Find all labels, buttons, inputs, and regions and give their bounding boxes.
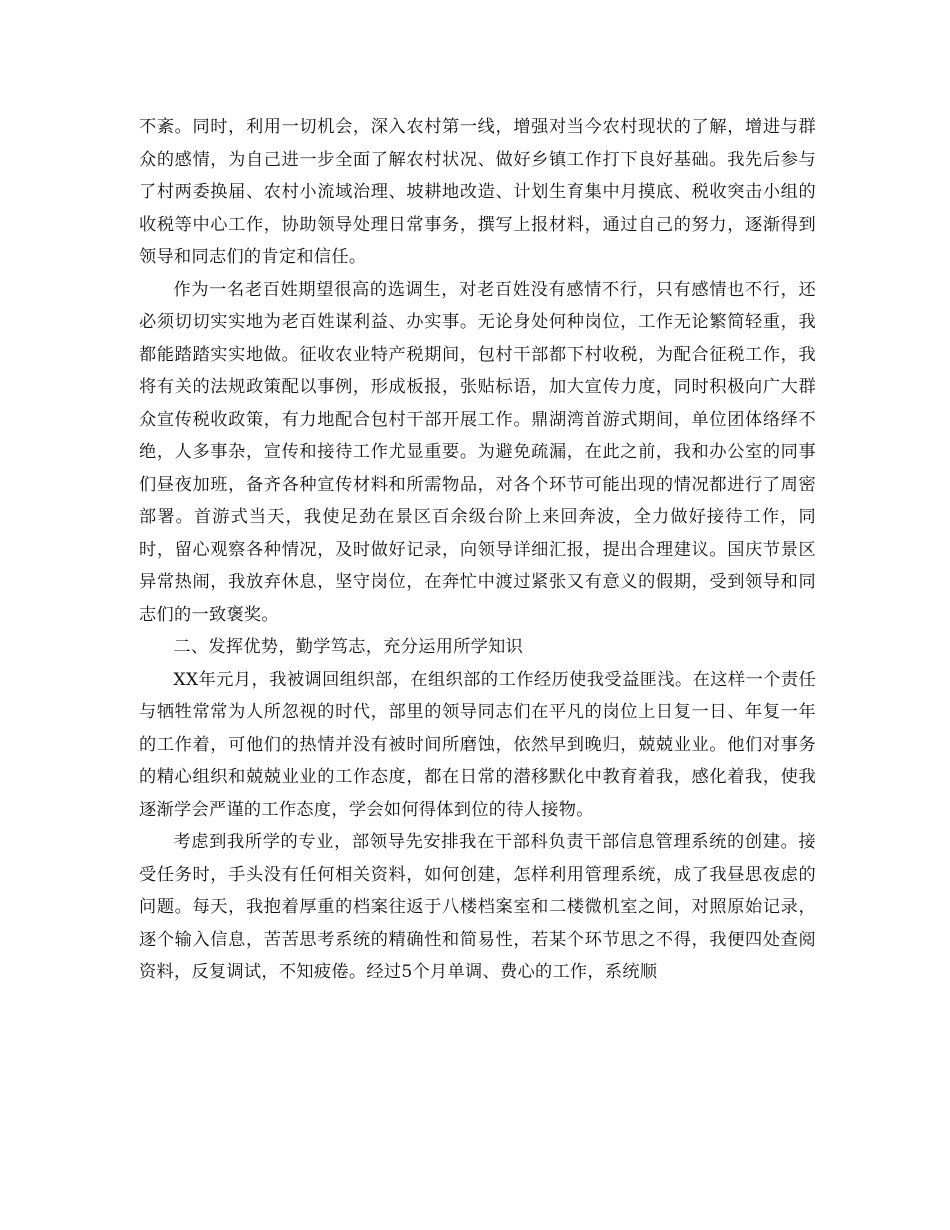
paragraph-4: 考虑到我所学的专业，部领导先安排我在干部科负责干部信息管理系统的创建。接受任务时，手头没有任何相关资料，如何创建，怎样利用管理系统，成了我昼思夜虑的问题。每天，我抱着厚重的档案往返于八楼档案室和二楼微机室之间，对照原始记录，逐个输入信息，苦苦思考系统的精确性和简易性，若某个环节思之不得，我便四处查阅资料，反复调试，不知疲倦。经过5个月单调、费心的工作，系统顺 <box>139 832 816 982</box>
paragraph-3: XX年元月，我被调回组织部，在组织部的工作经历使我受益匪浅。在这样一个责任与牺牲常常为人所忽视的时代，部里的领导同志们在平凡的岗位上日复一日、年复一年的工作着，可他们的热情并没有被时间所磨蚀，依然早到晚归，兢兢业业。他们对事务的精心组织和兢兢业业的工作态度，都在日常的潜移默化中教育着我，感化着我，使我逐渐学会严谨的工作态度，学会如何得体到位的待人接物。 <box>139 669 816 820</box>
section-heading: 二、发挥优势，勤学笃志，充分运用所学知识 <box>173 637 524 657</box>
paragraph-2: 作为一名老百姓期望很高的选调生，对老百姓没有感情不行，只有感情也不行，还必须切切实实地为老百姓谋利益、办实事。无论身处何种岗位，工作无论繁简轻重，我都能踏踏实实地做。征收农业特产税期间，包村干部都下村收税，为配合征税工作，我将有关的法规政策配以事例，形成板报，张贴标语，加大宣传力度，同时积极向广大群众宣传税收政策，有力地配合包村干部开展工作。鼎湖湾首游式期间，单位团体络绎不绝，人多事杂，宣传和接待工作尤显重要。为避免疏漏，在此之前，我和办公室的同事们昼夜加班，备齐各种宣传材料和所需物品，对各个环节可能出现的情况都进行了周密部署。首游式当天，我使足劲在景区百余级台阶上来回奔波，全力做好接待工作，同时，留心观察各种情况，及时做好记录，向领导详细汇报，提出合理建议。国庆节景区异常热闹，我放弃休息，坚守岗位，在奔忙中渡过紧张又有意义的假期，受到领导和同志们的一致褒奖。 <box>139 279 816 625</box>
paragraph-1: 不紊。同时，利用一切机会，深入农村第一线，增强对当今农村现状的了解，增进与群众的感情，为自己进一步全面了解农村状况、做好乡镇工作打下良好基础。我先后参与了村两委换届、农村小流域治理、坡耕地改造、计划生育集中月摸底、税收突击小组的收税等中心工作，协助领导处理日常事务，撰写上报材料，通过自己的努力，逐渐得到领导和同志们的肯定和信任。 <box>139 117 816 267</box>
document-body <box>139 111 816 989</box>
